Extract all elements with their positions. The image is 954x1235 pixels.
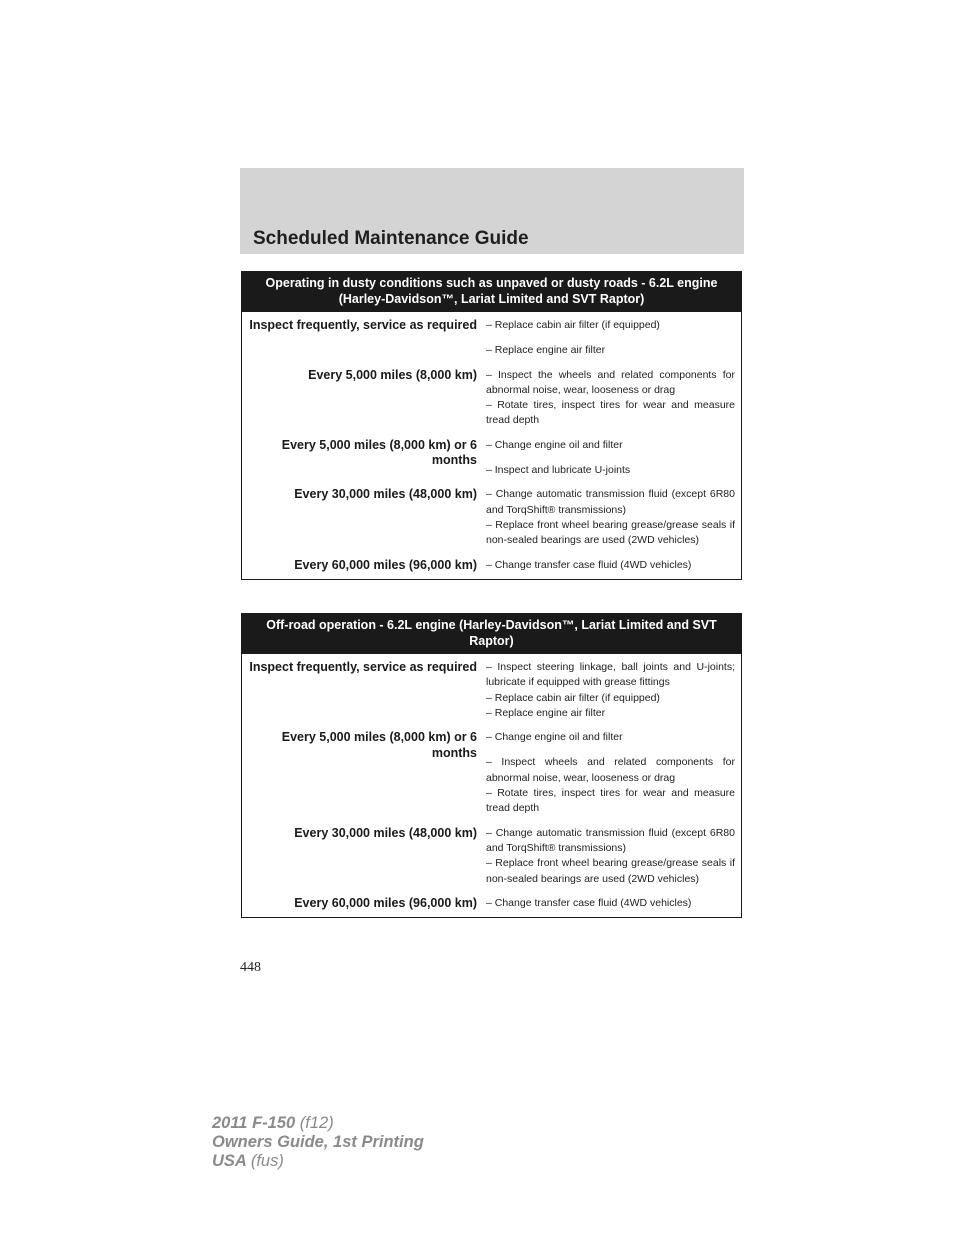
interval-label: Every 60,000 miles (96,000 km) <box>294 557 477 572</box>
task-item: – Change transfer case fluid (4WD vehicles) <box>486 896 692 909</box>
task-item: – Change engine oil and filter <box>486 731 623 744</box>
task-item: – Rotate tires, inspect tires for wear and measure tread depth <box>486 787 735 815</box>
off-road-operation-table <box>241 613 742 918</box>
task-list <box>486 487 735 548</box>
task-item: – Inspect wheels and related components for abnormal noise, wear, looseness or drag <box>486 756 735 784</box>
table-body <box>242 654 741 917</box>
task-list <box>486 368 735 429</box>
task-item: – Inspect and lubricate U-joints <box>486 464 631 477</box>
task-list <box>486 826 735 887</box>
task-item: – Change engine oil and filter <box>486 438 623 451</box>
table-body <box>242 312 741 579</box>
footer-region-code: (fus) <box>250 1152 284 1170</box>
task-item: – Replace front wheel bearing grease/grease seals if non-sealed bearings are used (2WD vehicles) <box>486 857 735 885</box>
task-item: – Rotate tires, inspect tires for wear and measure tread depth <box>486 399 735 427</box>
interval-label: Every 5,000 miles (8,000 km) <box>308 367 477 382</box>
task-item: – Change automatic transmission fluid (except 6R80 and TorqShift® transmissions) <box>486 826 735 854</box>
task-item: – Change transfer case fluid (4WD vehicles) <box>486 558 692 571</box>
document-footer <box>212 1114 424 1171</box>
table-heading: Off-road operation - 6.2L engine (Harley-Davidson™, Lariat Limited and SVT Raptor) <box>242 614 741 654</box>
task-item: – Inspect the wheels and related components for abnormal noise, wear, looseness or drag <box>486 368 735 396</box>
task-list <box>486 896 735 911</box>
footer-line-region <box>212 1152 424 1171</box>
interval-label: Every 30,000 miles (48,000 km) <box>294 825 477 840</box>
interval-label: Every 5,000 miles (8,000 km) or 6 months <box>281 730 477 760</box>
table-row <box>242 368 735 429</box>
footer-line-guide: Owners Guide, 1st Printing <box>212 1133 424 1151</box>
task-item: – Inspect steering linkage, ball joints and U-joints; lubricate if equipped with grease fittings <box>486 661 735 689</box>
page-number: 448 <box>240 960 261 975</box>
interval-label: Inspect frequently, service as required <box>249 318 477 332</box>
table-row <box>242 896 735 912</box>
table-heading: Operating in dusty conditions such as unpaved or dusty roads - 6.2L engine (Harley-Davidson™, Lariat Limited and SVT Raptor) <box>242 272 741 312</box>
task-list <box>486 660 735 721</box>
table-row <box>242 318 735 359</box>
footer-line-model <box>212 1114 424 1133</box>
table-row <box>242 660 735 721</box>
table-row <box>242 438 735 479</box>
task-item: – Replace cabin air filter (if equipped) <box>486 691 660 704</box>
task-list <box>486 318 735 359</box>
task-list <box>486 558 735 573</box>
footer-model: 2011 F-150 <box>212 1114 296 1132</box>
interval-label: Inspect frequently, service as required <box>249 660 477 674</box>
interval-label: Every 60,000 miles (96,000 km) <box>294 895 477 910</box>
dusty-conditions-table <box>241 271 742 580</box>
footer-region: USA <box>212 1152 247 1170</box>
task-item: – Replace front wheel bearing grease/grease seals if non-sealed bearings are used (2WD vehicles) <box>486 518 735 547</box>
task-item: – Replace cabin air filter (if equipped) <box>486 319 660 331</box>
section-header-band <box>240 168 744 254</box>
task-item: – Change automatic transmission fluid (except 6R80 and TorqShift® transmissions) <box>486 488 735 516</box>
task-item: – Replace engine air filter <box>486 344 606 357</box>
page-title: Scheduled Maintenance Guide <box>253 228 529 249</box>
table-row <box>242 730 735 816</box>
footer-model-code: (f12) <box>299 1114 334 1132</box>
table-row <box>242 826 735 887</box>
interval-label: Every 30,000 miles (48,000 km) <box>294 487 477 502</box>
table-row <box>242 558 735 574</box>
task-list <box>486 730 735 816</box>
task-item: – Replace engine air filter <box>486 706 606 719</box>
task-list <box>486 438 735 479</box>
interval-label: Every 5,000 miles (8,000 km) or 6 months <box>281 437 477 468</box>
table-row <box>242 487 735 548</box>
